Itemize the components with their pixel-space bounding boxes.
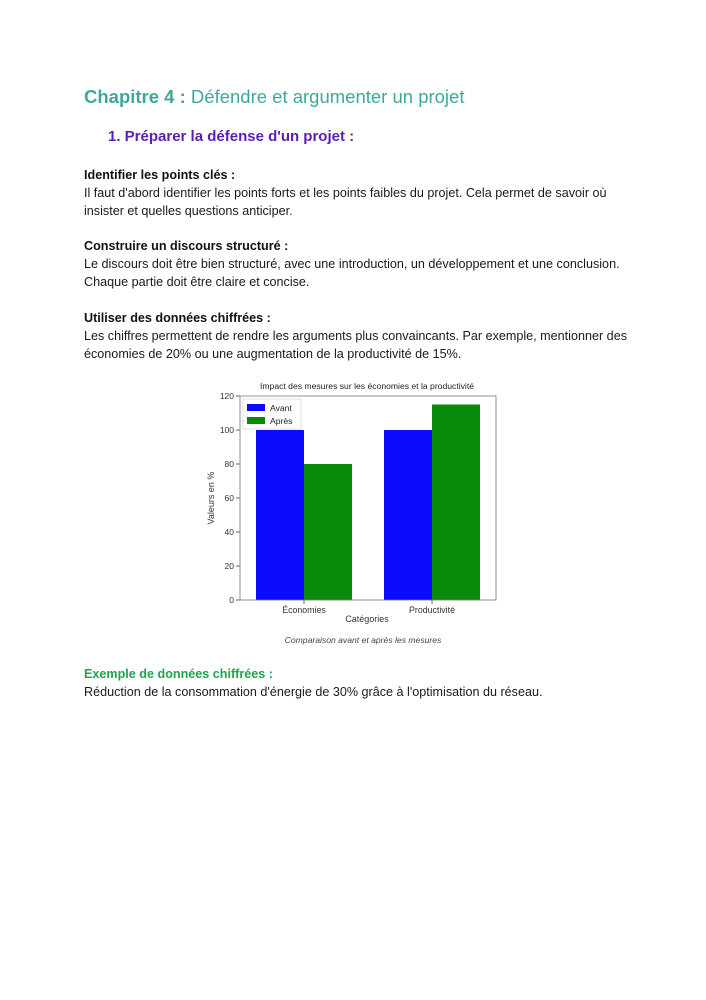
chart-title: Impact des mesures sur les économies et la productivité bbox=[260, 381, 474, 391]
bar-apres-2 bbox=[432, 405, 480, 601]
bar-apres-1 bbox=[304, 464, 352, 600]
paragraph-heading: Identifier les points clés : bbox=[84, 168, 236, 182]
y-tick-label: 60 bbox=[224, 493, 234, 503]
paragraph-use-figures bbox=[84, 309, 644, 363]
legend-label: Avant bbox=[270, 403, 292, 413]
bar-chart-figure bbox=[190, 376, 520, 648]
y-tick-label: 120 bbox=[219, 391, 234, 401]
x-tick-label: Économies bbox=[282, 605, 326, 615]
example-block bbox=[84, 665, 644, 701]
section-heading: 1. Préparer la défense d'un projet : bbox=[108, 128, 355, 145]
y-tick-label: 40 bbox=[224, 527, 234, 537]
y-tick-label: 0 bbox=[229, 595, 234, 605]
y-tick-label: 20 bbox=[224, 561, 234, 571]
bar-avant-2 bbox=[384, 430, 432, 600]
chart-caption: Comparaison avant et après les mesures bbox=[284, 635, 442, 645]
paragraph-structured-speech bbox=[84, 237, 644, 291]
example-text: Réduction de la consommation d'énergie de 30% grâce à l'optimisation du réseau. bbox=[84, 685, 543, 699]
paragraph-identify-key-points bbox=[84, 166, 644, 220]
x-tick-label: Productivité bbox=[409, 605, 455, 615]
example-heading: Exemple de données chiffrées : bbox=[84, 667, 273, 681]
chapter-title: Défendre et argumenter un projet bbox=[190, 86, 465, 107]
chapter-heading bbox=[84, 86, 464, 108]
x-axis-label: Catégories bbox=[345, 614, 389, 624]
y-axis-label: Valeurs en % bbox=[206, 471, 216, 525]
paragraph-text: Il faut d'abord identifier les points forts et les points faibles du projet. Cela permet de savoir où insister et quelles questions anticiper. bbox=[84, 186, 607, 218]
plot-area bbox=[220, 391, 496, 615]
legend-label: Après bbox=[270, 416, 293, 426]
chapter-label: Chapitre 4 : bbox=[84, 86, 186, 107]
y-tick-label: 80 bbox=[224, 459, 234, 469]
y-tick-label: 100 bbox=[219, 425, 234, 435]
paragraph-text: Le discours doit être bien structuré, avec une introduction, un développement et une conclusion. Chaque partie doit être claire et concise. bbox=[84, 257, 620, 289]
legend-swatch bbox=[247, 417, 265, 424]
paragraph-text: Les chiffres permettent de rendre les arguments plus convaincants. Par exemple, mentionner des économies de 20% ou une augmentation de la productivité de 15%. bbox=[84, 329, 627, 361]
paragraph-heading: Utiliser des données chiffrées : bbox=[84, 311, 271, 325]
paragraph-heading: Construire un discours structuré : bbox=[84, 239, 289, 253]
bar-chart bbox=[190, 376, 520, 648]
legend-swatch bbox=[247, 404, 265, 411]
bar-avant-1 bbox=[256, 430, 304, 600]
